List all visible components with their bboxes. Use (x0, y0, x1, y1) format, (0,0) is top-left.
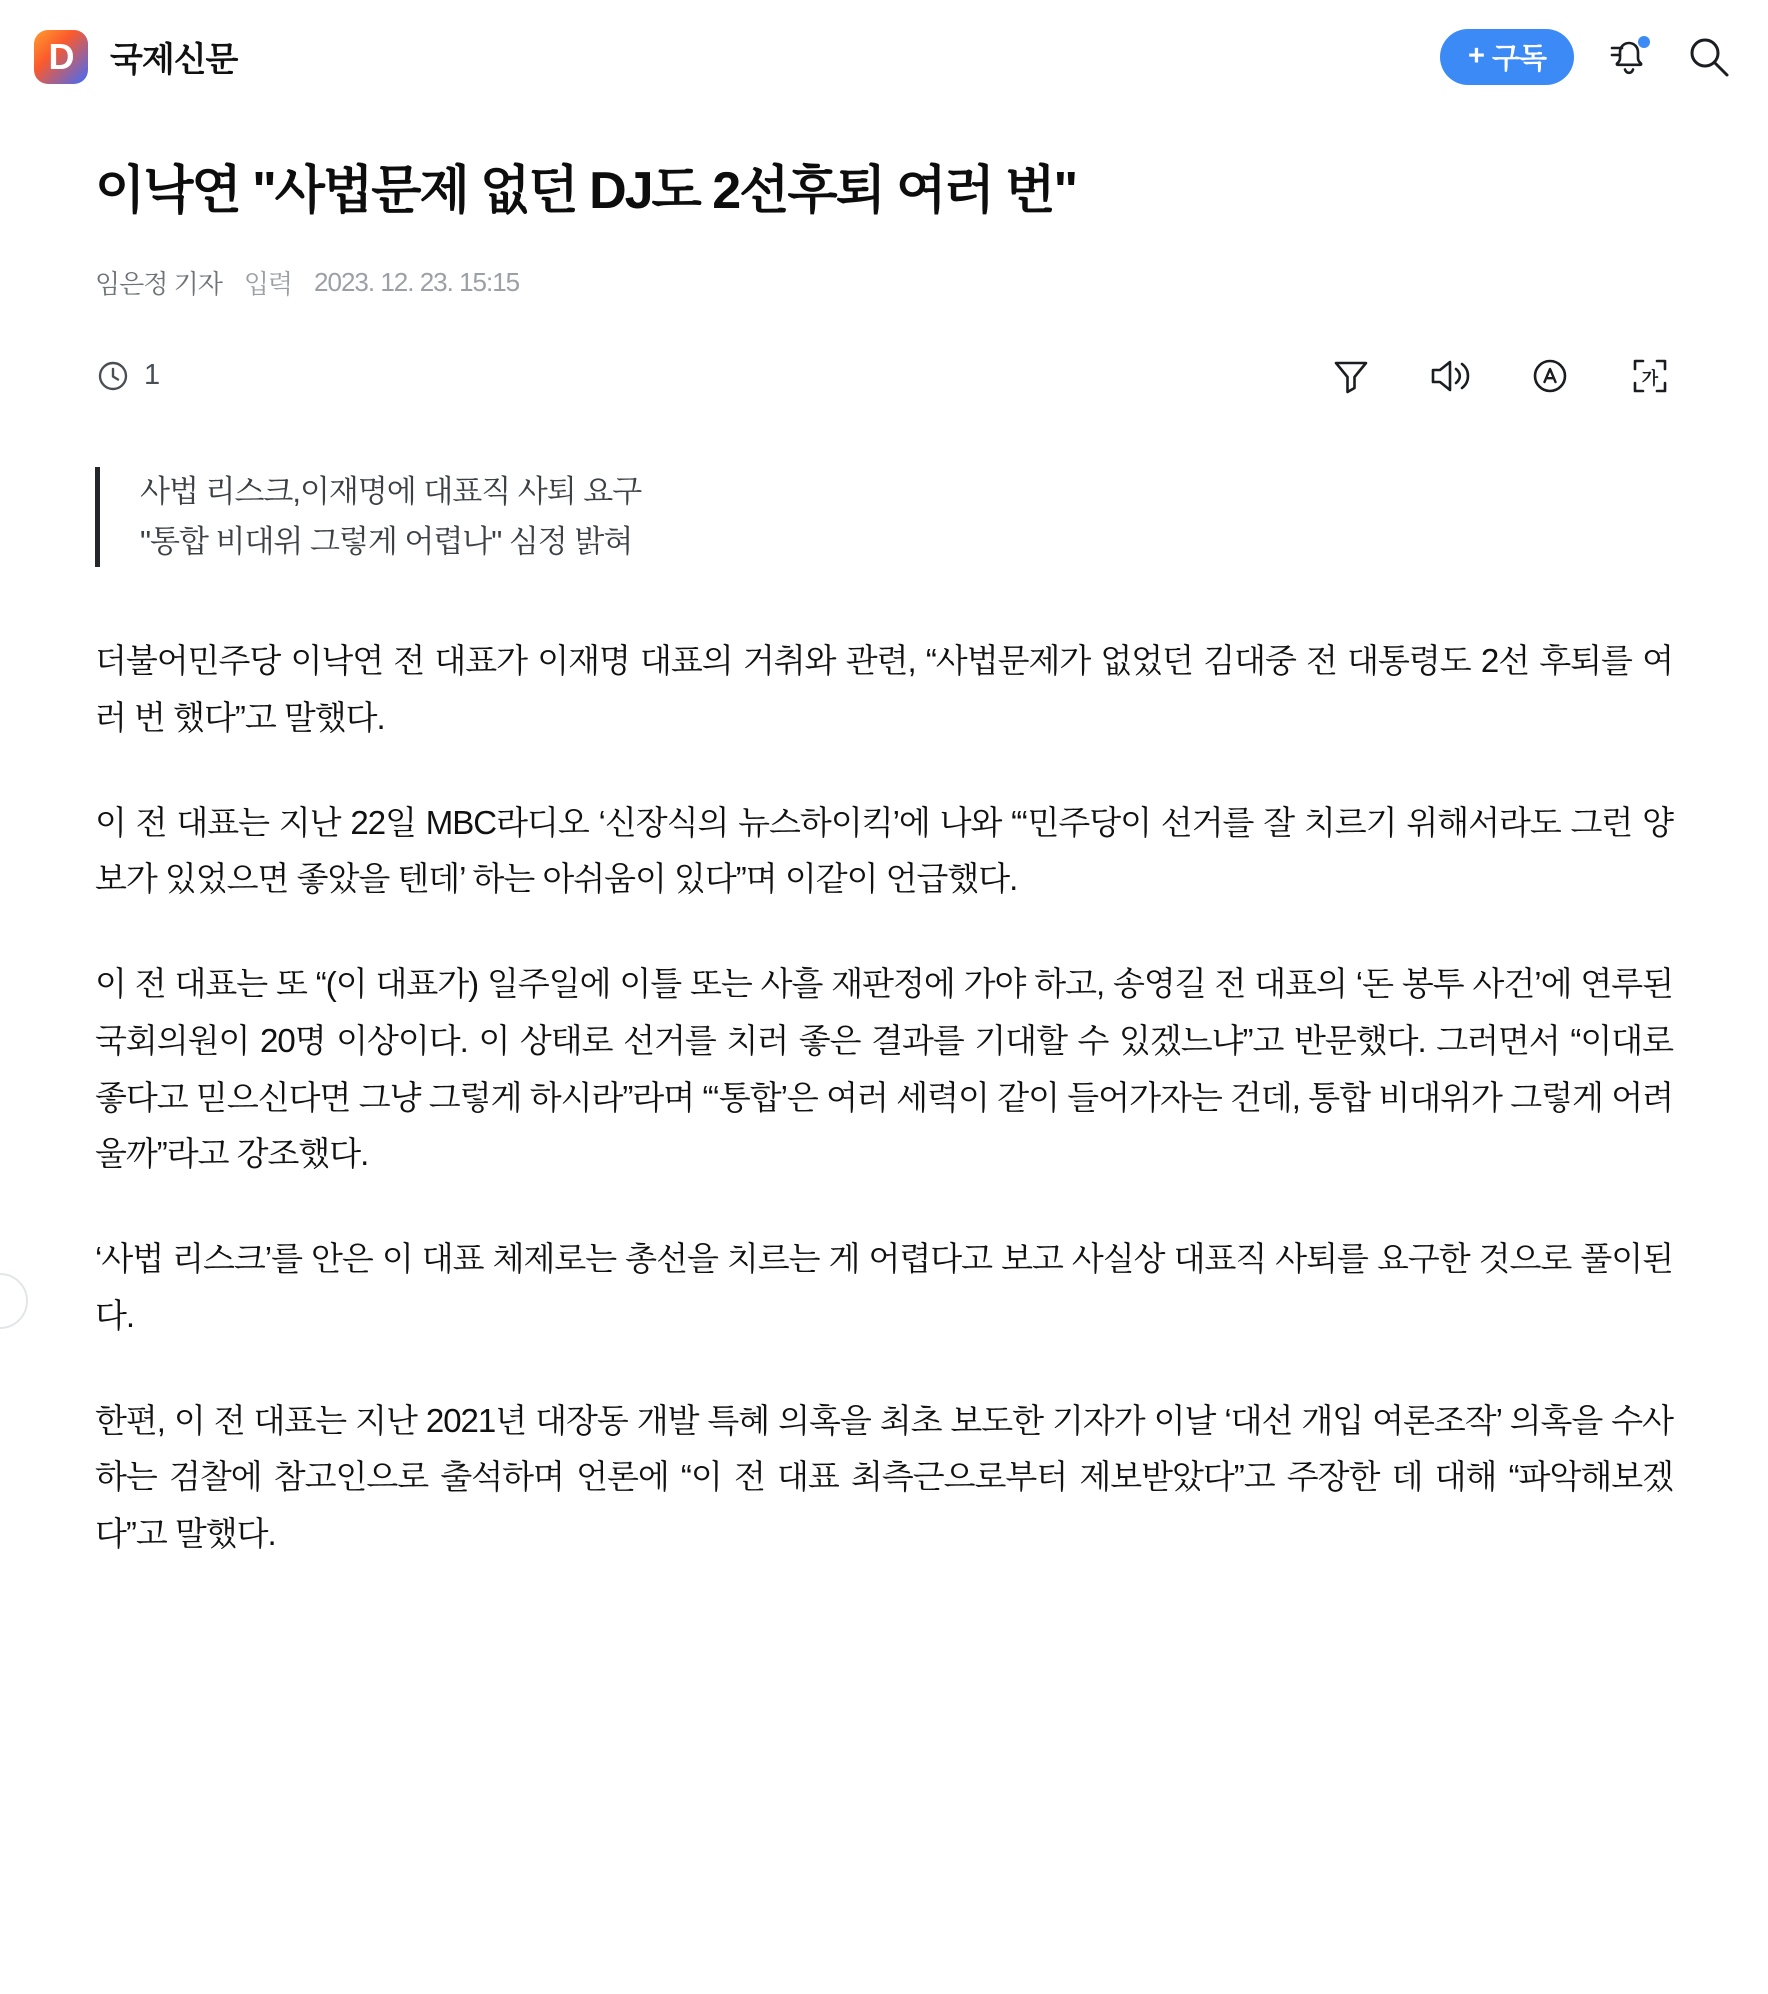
filter-button[interactable] (1329, 354, 1373, 398)
daum-logo-icon (34, 30, 88, 84)
published-datetime: 2023. 12. 23. 15:15 (314, 266, 520, 297)
article-body (95, 633, 1673, 1563)
subscribe-button-label: 구독 (1491, 43, 1546, 75)
speaker-icon (1427, 354, 1473, 398)
page-title: 이낙연 "사법문제 없던 DJ도 2선후퇴 여러 번" (95, 162, 1077, 220)
summary-line-1: 사법 리스크,이재명에 대표직 사퇴 요구 (140, 473, 642, 509)
app-header (0, 0, 1768, 113)
listen-button[interactable] (1427, 354, 1473, 398)
notification-dot (1638, 36, 1650, 48)
article-paragraph: ‘사법 리스크’를 안은 이 대표 체제로는 총선을 치르는 게 어렵다고 보고 사실상 대표직 사퇴를 요구한 것으로 풀이된다. (95, 1240, 1673, 1334)
filter-icon (1329, 354, 1373, 398)
reporter-name[interactable]: 임은정 기자 (95, 268, 222, 299)
article-paragraph: 더불어민주당 이낙연 전 대표가 이재명 대표의 거취와 관련, “사법문제가 없었던 김대중 전 대통령도 2선 후퇴를 여러 번 했다”고 말했다. (95, 642, 1673, 736)
font-size-icon (1627, 353, 1673, 399)
article-tools (1329, 353, 1673, 399)
brand[interactable] (34, 30, 237, 84)
translate-button[interactable] (1527, 353, 1573, 399)
font-size-button[interactable] (1627, 353, 1673, 399)
article-paragraph: 한편, 이 전 대표는 지난 2021년 대장동 개발 특혜 의혹을 최초 보도한 기자가 이날 ‘대선 개입 여론조작’ 의혹을 수사하는 검찰에 참고인으로 출석하며 언론에 “이 전 대표 최측근으로부터 제보받았다”고 주장한 데 대해 “파악해보겠다”고 말했다. (95, 1401, 1673, 1553)
published-label: 입력 (243, 268, 293, 299)
article-summary (95, 467, 1673, 567)
byline (95, 264, 1673, 301)
article-paragraph: 이 전 대표는 또 “(이 대표가) 일주일에 이틀 또는 사흘 재판정에 가야 하고, 송영길 전 대표의 ‘돈 봉투 사건’에 연루된 국회의원이 20명 이상이다. 이 상태로 선거를 치러 좋은 결과를 기대할 수 있겠느냐”고 반문했다. 그러면서 “이대로 좋다고 믿으신다면 그냥 그렇게 하시라”라며 “‘통합’은 여러 세력이 같이 들어가자는 건데, 통합 비대위가 그렇게 어려울까”라고 강조했다. (95, 965, 1673, 1173)
notification-bell-button[interactable] (1606, 34, 1652, 80)
translate-icon (1527, 353, 1573, 399)
summary-line-2: "통합 비대위 그렇게 어렵나" 심정 밝혀 (140, 523, 633, 559)
reading-time (95, 358, 160, 394)
plus-icon: + (1468, 40, 1484, 72)
svg-text:가: 가 (1641, 368, 1659, 388)
clock-icon (95, 358, 131, 394)
publisher-name: 국제신문 (110, 41, 238, 79)
header-actions (1440, 29, 1734, 85)
previous-article-peek[interactable] (0, 1273, 28, 1329)
subscribe-button[interactable] (1440, 29, 1574, 85)
article-toolbar (95, 341, 1673, 411)
search-button[interactable] (1684, 32, 1734, 82)
brand-logo-letter: D (48, 35, 74, 77)
article-container (0, 113, 1768, 1563)
reading-time-value: 1 (144, 359, 161, 392)
article-paragraph: 이 전 대표는 지난 22일 MBC라디오 ‘신장식의 뉴스하이킥’에 나와 “‘민주당이 선거를 잘 치르기 위해서라도 그런 양보가 있었으면 좋았을 텐데’ 하는 아쉬움이 있다”며 이같이 언급했다. (95, 803, 1673, 898)
search-icon (1684, 32, 1734, 82)
